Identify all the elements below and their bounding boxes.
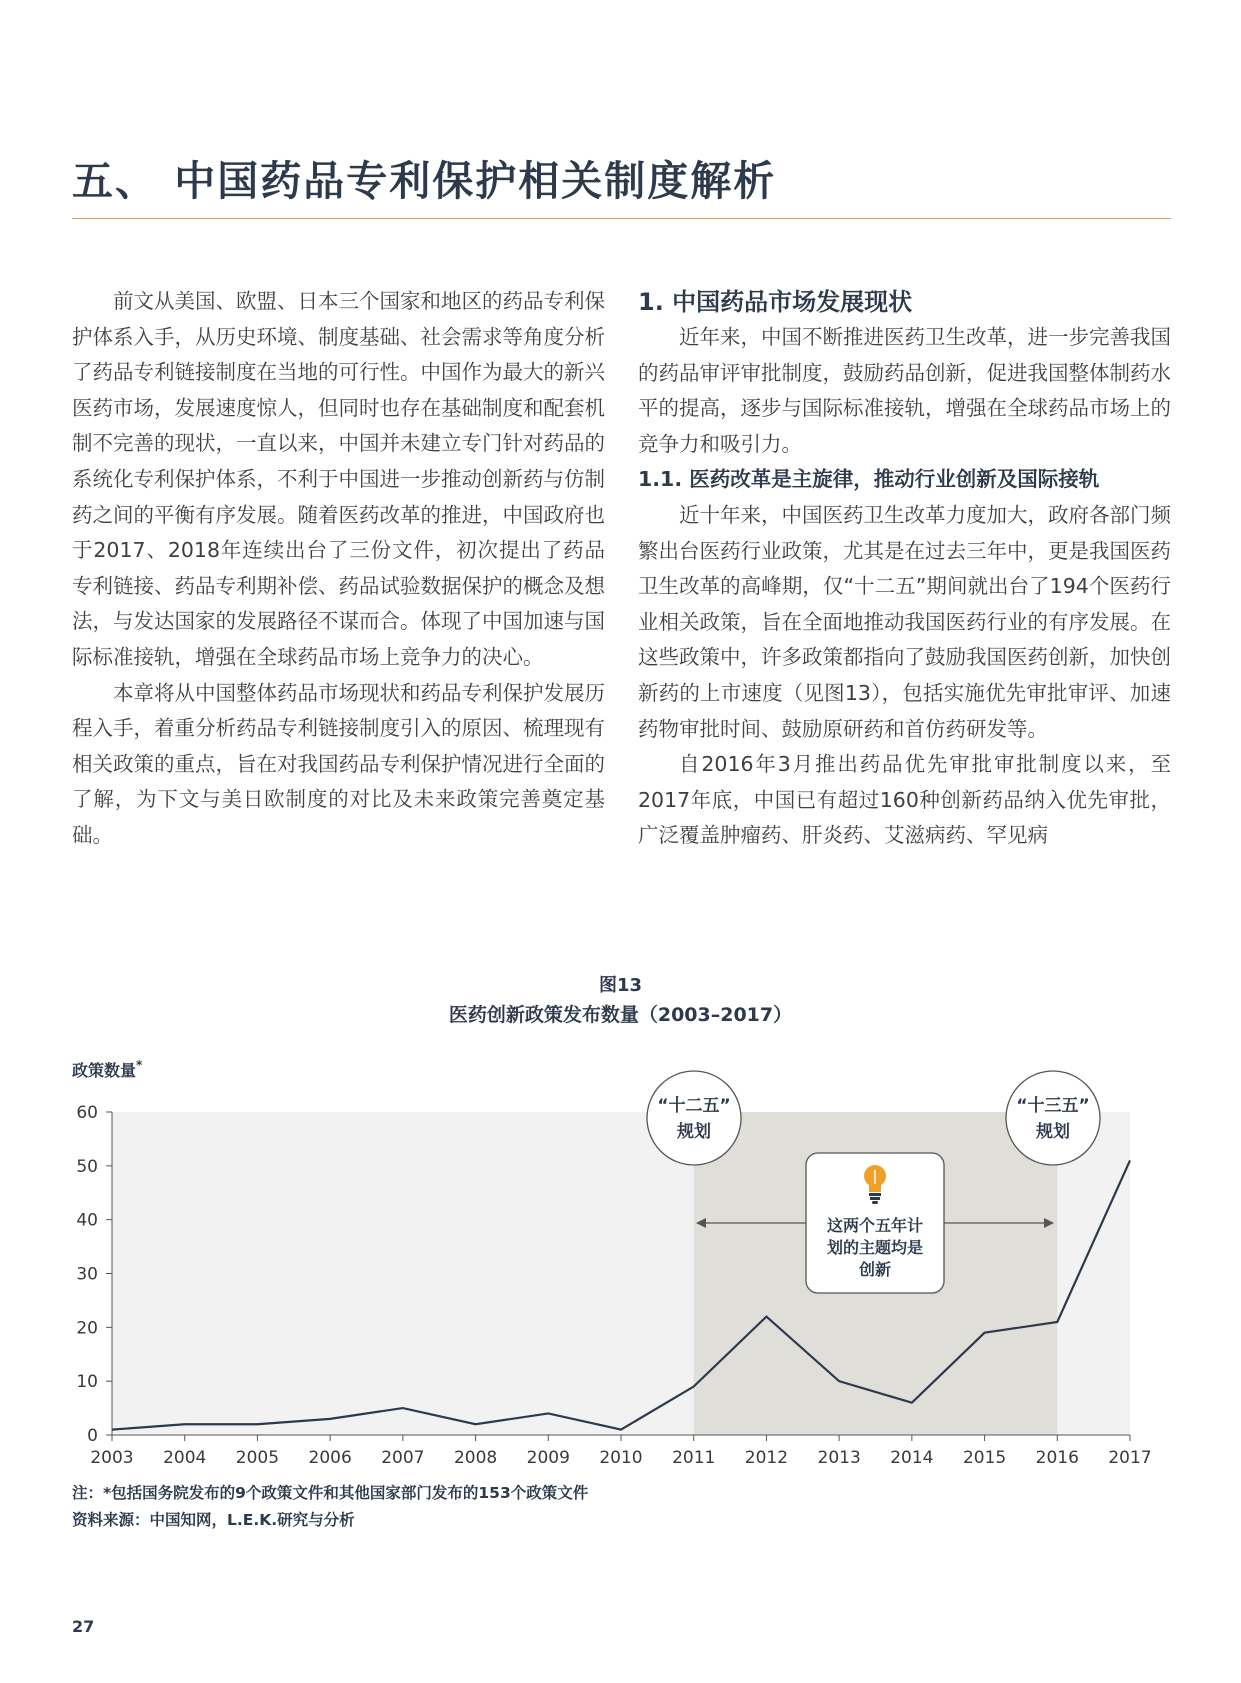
plan-label: 规划 — [677, 1122, 711, 1142]
policy-count-chart — [0, 1050, 1241, 1470]
subsection-heading: 1.1. 医药改革是主旋律，推动行业创新及国际接轨 — [638, 467, 1100, 492]
plan-12-badge — [647, 1071, 741, 1165]
plan-label: “十三五” — [1016, 1096, 1090, 1116]
x-tick-label: 2004 — [163, 1448, 207, 1468]
y-tick-label: 40 — [76, 1210, 98, 1231]
callout-text: 这两个五年计 — [826, 1216, 924, 1235]
figure-number: 图13 — [598, 975, 643, 996]
right-column — [638, 284, 1171, 854]
x-tick-label: 2016 — [1035, 1448, 1079, 1468]
page-title: 五、 中国药品专利保护相关制度解析 — [72, 157, 777, 205]
x-tick-label: 2005 — [235, 1448, 280, 1468]
plan-13-badge — [1006, 1071, 1100, 1165]
body-paragraph: 前文从美国、欧盟、日本三个国家和地区的药品专利保护体系入手，从历史环境、制度基础、社会需求等角度分析了药品专利链接制度在当地的可行性。中国作为最大的新兴医药市场，发展速度惊人，但同时也存在基础制度和配套机制不完善的现状，一直以来，中国并未建立专门针对药品的系统化专利保护体系，不利于中国进一步推动创新药与仿制药之间的平衡有序发展。随着医药改革的推进，中国政府也于2017、2018年连续出台了三份文件，初次提出了药品专利链接、药品专利期补偿、药品试验数据保护的概念及想法，与发达国家的发展路径不谋而合。体现了中国加速与国际标准接轨，增强在全球药品市场上竞争力的决心。 — [72, 289, 605, 669]
callout-text: 创新 — [858, 1260, 892, 1279]
callout-text: 划的主题均是 — [826, 1238, 924, 1257]
y-axis-label: 政策数量* — [72, 1058, 143, 1080]
x-tick-label: 2006 — [308, 1448, 352, 1468]
section-heading: 1. 中国药品市场发展现状 — [638, 288, 913, 316]
page-number: 27 — [72, 1617, 95, 1636]
y-tick-label: 0 — [87, 1426, 98, 1446]
plan-label: 规划 — [1036, 1122, 1070, 1142]
x-tick-label: 2015 — [962, 1448, 1007, 1468]
x-tick-label: 2017 — [1108, 1448, 1152, 1468]
plan-label: “十二五” — [657, 1096, 731, 1116]
x-tick-label: 2013 — [817, 1448, 861, 1468]
x-tick-label: 2014 — [890, 1448, 934, 1468]
body-paragraph: 近十年来，中国医药卫生改革力度加大，政府各部门频繁出台医药行业政策，尤其是在过去三年中，更是我国医药卫生改革的高峰期，仅“十二五”期间就出台了194个医药行业相关政策，旨在全面地推动我国医药行业的有序发展。在这些政策中，许多政策都指向了鼓励我国医药创新，加快创新药的上市速度（见图13），包括实施优先审批审评、加速药物审批时间、鼓励原研药和首仿药研发等。 — [638, 502, 1171, 741]
body-paragraph: 近年来，中国不断推进医药卫生改革，进一步完善我国的药品审评审批制度，鼓励药品创新，促进我国整体制药水平的提高，逐步与国际标准接轨，增强在全球药品市场上的竞争力和吸引力。 — [638, 325, 1171, 456]
y-tick-label: 30 — [76, 1264, 98, 1285]
x-tick-label: 2012 — [744, 1448, 789, 1468]
x-tick-label: 2003 — [90, 1448, 134, 1468]
body-paragraph: 本章将从中国整体药品市场现状和药品专利保护发展历程入手，着重分析药品专利链接制度引入的原因、梳理现有相关政策的重点，旨在对我国药品专利保护情况进行全面的了解，为下文与美日欧制度的对比及未来政策完善奠定基础。 — [72, 680, 605, 847]
x-tick-label: 2011 — [672, 1448, 716, 1468]
body-paragraph: 自2016年3月推出药品优先审批审批制度以来，至2017年底，中国已有超过160种创新药品纳入优先审批，广泛覆盖肿瘤药、肝炎药、艾滋病药、罕见病 — [638, 752, 1171, 848]
y-tick-label: 20 — [76, 1318, 98, 1339]
y-tick-label: 10 — [76, 1372, 98, 1393]
y-tick-label: 60 — [76, 1103, 98, 1123]
figure-title: 医药创新政策发布数量（2003–2017） — [448, 1004, 793, 1026]
title-divider — [72, 218, 1171, 219]
y-tick-label: 50 — [76, 1156, 98, 1177]
x-tick-label: 2009 — [526, 1448, 570, 1468]
chart-footnote: 注：*包括国务院发布的9个政策文件和其他国家部门发布的153个政策文件 — [72, 1484, 589, 1502]
x-tick-label: 2010 — [599, 1448, 643, 1468]
left-column — [72, 284, 605, 854]
callout-box — [806, 1153, 944, 1293]
x-tick-label: 2007 — [381, 1448, 425, 1468]
chart-source: 资料来源：中国知网，L.E.K.研究与分析 — [72, 1511, 355, 1529]
x-tick-label: 2008 — [453, 1448, 498, 1468]
